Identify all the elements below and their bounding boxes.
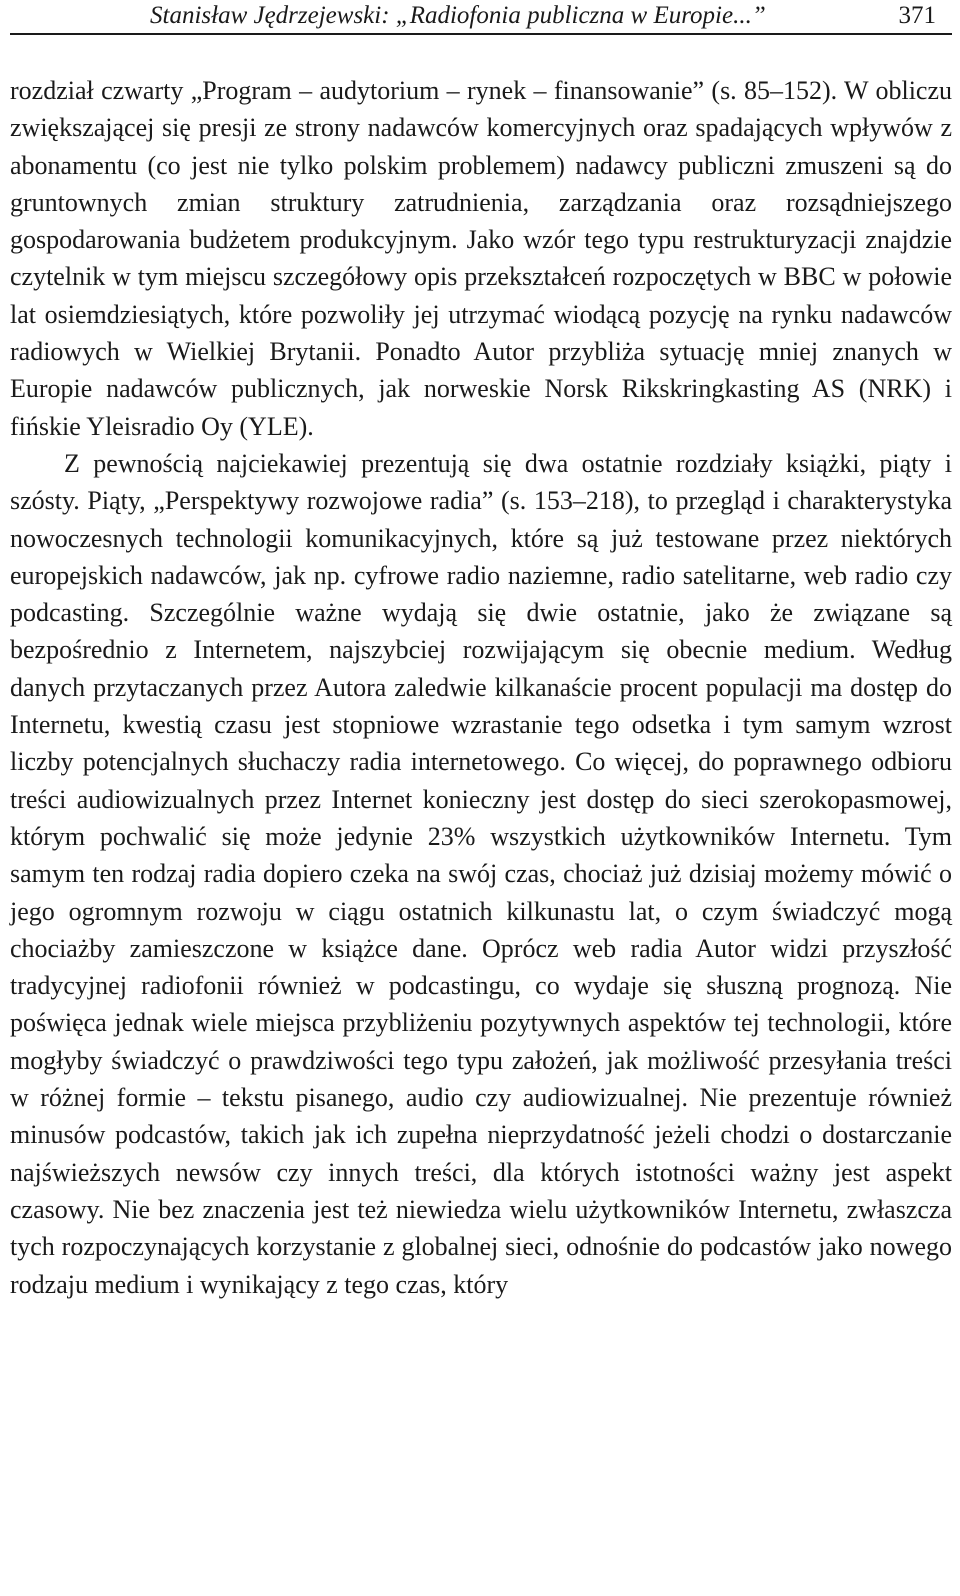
document-page [10, 0, 952, 1596]
paragraph: Z pewnością najciekawiej prezentują się dwa ostatnie rozdziały książki, piąty i szósty. Piąty, „Perspektywy rozwojowe radia” (s. 153–218), to przegląd i charakterystyka nowoczesnych technologii komunikacyjnych, które są już testowane przez niektórych europejskich nadawców, jak np. cyfrowe radio naziemne, radio satelitarne, web radio czy podcasting. Szczególnie ważne wydają się dwie ostatnie, jako że związane są bezpośrednio z Internetem, najszybciej rozwijającym się obecnie medium. Według danych przytaczanych przez Autora zaledwie kilkanaście procent populacji ma dostęp do Internetu, kwestią czasu jest stopniowe wzrastanie tego odsetka i tym samym wzrost liczby potencjalnych słuchaczy radia internetowego. Co więcej, do poprawnego odbioru treści audiowizualnych przez Internet konieczny jest dostęp do sieci szerokopasmowej, którym pochwalić się może jedynie 23% wszystkich użytkowników Internetu. Tym samym ten rodzaj radia dopiero czeka na swój czas, chociaż już dzisiaj możemy mówić o jego ogromnym rozwoju w ciągu ostatnich kilkunastu lat, o czym świadczyć mogą chociażby zamieszczone w książce dane. Oprócz web radia Autor widzi przyszłość tradycyjnej radiofonii również w podcastingu, co wydaje się słuszną prognozą. Nie poświęca jednak wiele miejsca przybliżeniu pozytywnych aspektów tej technologii, które mogłyby świadczyć o prawdziwości tego typu założeń, jak możliwość przesyłania treści w różnej formie – tekstu pisanego, audio czy audiowizualnej. Nie prezentuje również minusów podcastów, takich jak ich zupełna nieprzydatność jeżeli chodzi o dostarczanie najświeższych newsów czy innych treści, dla których istotności ważny jest aspekt czasowy. Nie bez znaczenia jest też niewiedza wielu użytkowników Internetu, zwłaszcza tych rozpoczynających korzystanie z globalnej sieci, odnośnie do podcastów jako nowego rodzaju medium i wynikający z tego czas, który [10, 448, 952, 1299]
paragraph-continued: rozdział czwarty „Program – audytorium – rynek – finansowanie” (s. 85–152). W obliczu zwiększającej się presji ze strony nadawców komercyjnych oraz spadających wpływów z abonamentu (co jest nie tylko polskim problemem) nadawcy publiczni zmuszeni są do gruntownych zmian struktury zatrudnienia, zarządzania oraz rozsądniejszego gospodarowania budżetem produkcyjnym. Jako wzór tego typu restrukturyzacji znajdzie czytelnik w tym miejscu szczegółowy opis przekształceń rozpoczętych w BBC w połowie lat osiemdziesiątych, które pozwoliły jej utrzymać wiodącą pozycję na rynku nadawców radiowych w Wielkiej Brytanii. Ponadto Autor przybliża sytuację mniej znanych w Europie nadawców publicznych, jak norweskie Norsk Rikskringkasting AS (NRK) i fińskie Yleisradio Oy (YLE). [10, 76, 952, 441]
header-rule [10, 33, 952, 35]
body-text [10, 72, 952, 1303]
running-title: Stanisław Jędrzejewski: „Radiofonia publiczna w Europie...” [150, 2, 766, 29]
page-number: 371 [898, 2, 936, 29]
running-header [10, 0, 952, 40]
